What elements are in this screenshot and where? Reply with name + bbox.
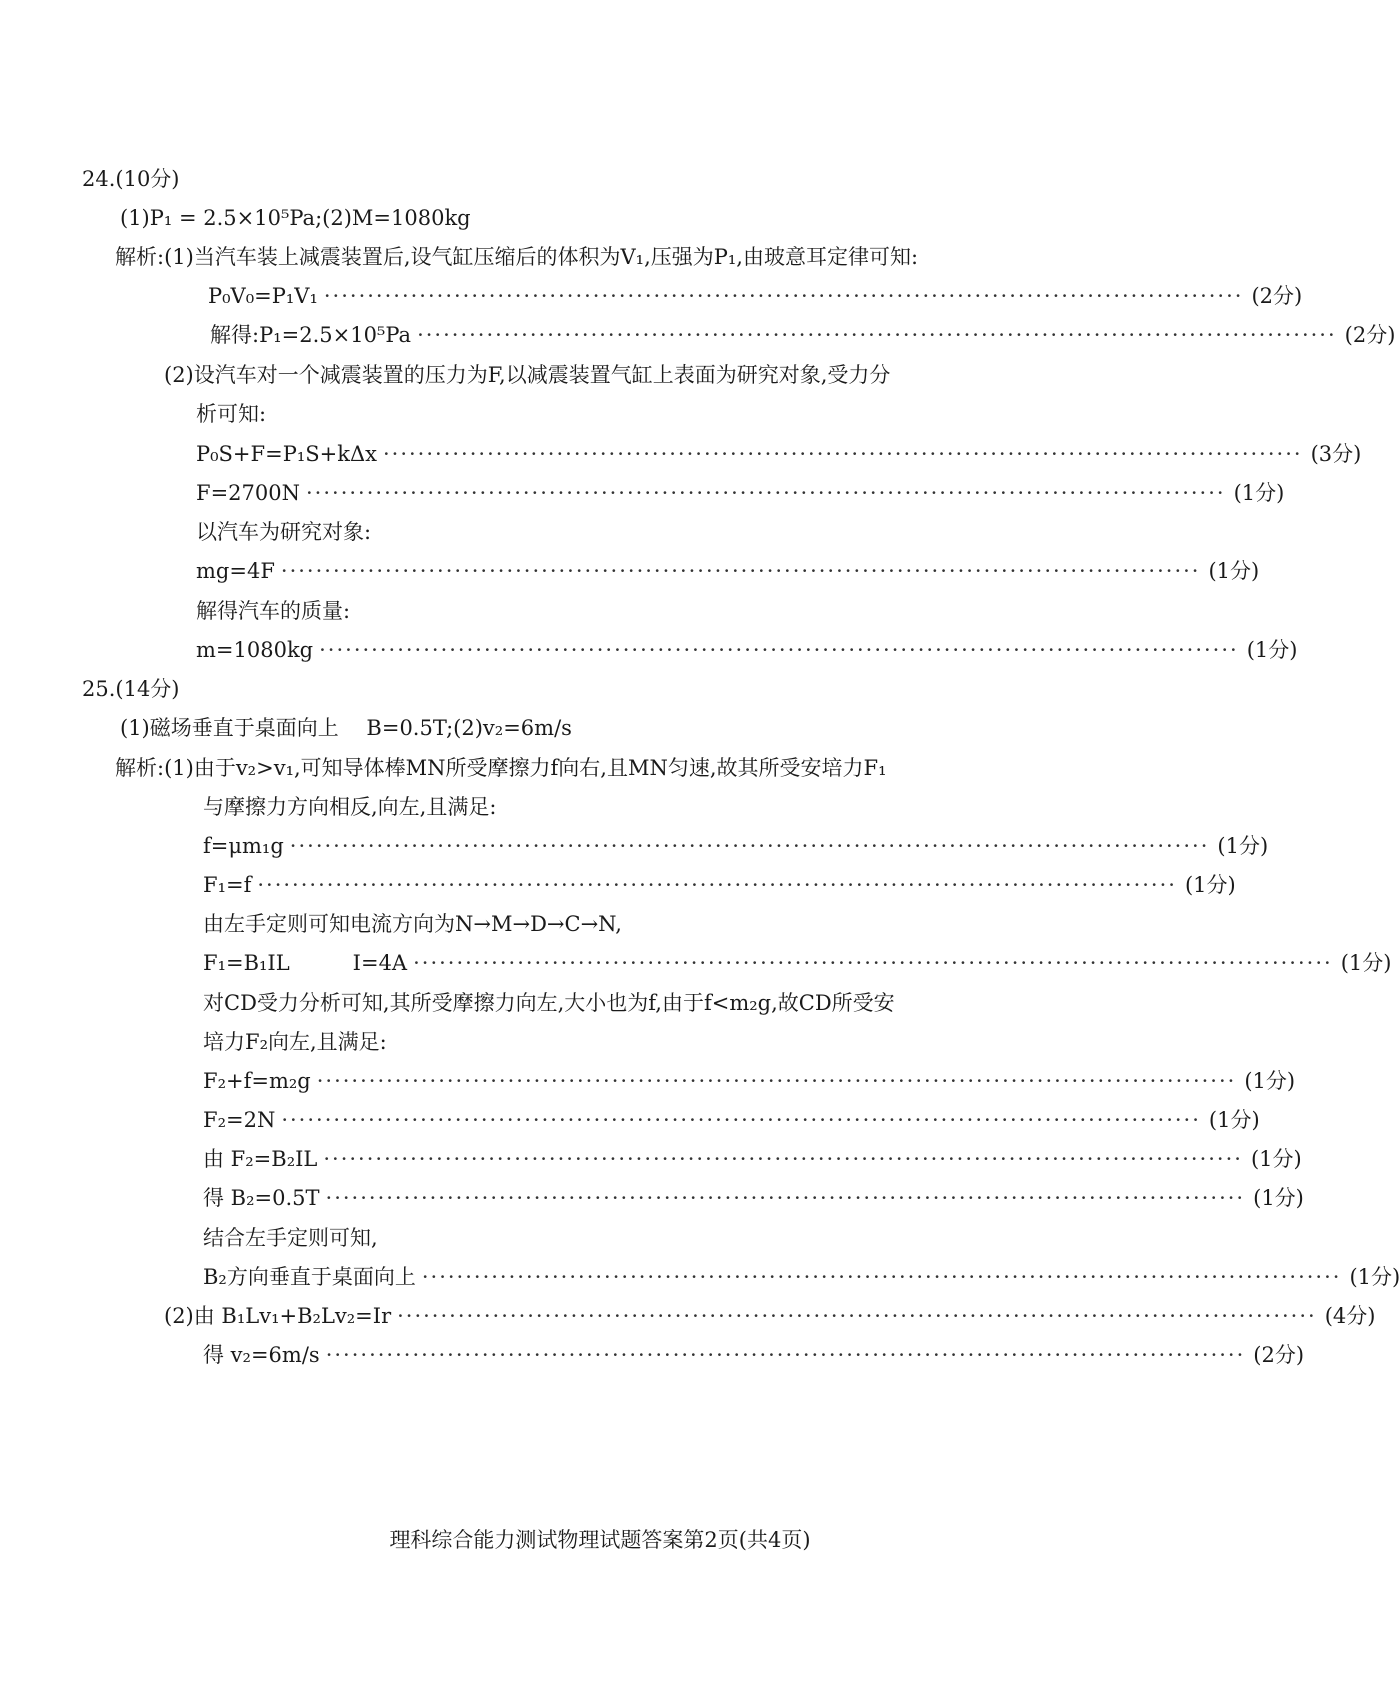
page-footer: 理科综合能力测试物理试题答案第2页(共4页): [389, 1528, 811, 1552]
leader-dots: ··········································································································: [325, 1343, 1246, 1367]
q25-answer: (1)磁场垂直于桌面向上 B=0.5T;(2)v₂=6m/s: [120, 716, 572, 740]
q25-step-current: [203, 948, 1392, 978]
leader-dots: ··········································································································: [306, 481, 1226, 505]
leader-dots: ··········································································································: [325, 1186, 1246, 1210]
q25-text-cd1: 对CD受力分析可知,其所受摩擦力向左,大小也为f,由于f<m₂g,故CD所受安: [203, 991, 895, 1015]
q25-step-b2: [203, 1183, 1304, 1213]
q24-step-p1: [210, 320, 1396, 350]
q25-text-current: 由左手定则可知电流方向为N→M→D→C→N,: [203, 912, 622, 936]
leader-dots: ··········································································································: [323, 1147, 1243, 1171]
equation: 得 B₂=0.5T: [203, 1186, 320, 1210]
points: (1分): [1253, 1186, 1304, 1210]
points: (1分): [1340, 951, 1392, 975]
points: (4分): [1324, 1304, 1376, 1328]
points: (1分): [1208, 1108, 1260, 1132]
leader-dots: ··········································································································: [319, 638, 1239, 662]
q24-step-force-balance: [196, 439, 1362, 469]
q25-text-combine: 结合左手定则可知,: [203, 1226, 378, 1250]
q24-step-boyle: [208, 281, 1303, 311]
q24-analysis-intro: 解析:(1)当汽车装上减震装置后,设气缸压缩后的体积为V₁,压强为P₁,由玻意耳定律可知:: [115, 245, 919, 269]
q24-part2-line1: (2)设汽车对一个减震装置的压力为F,以减震装置气缸上表面为研究对象,受力分: [164, 363, 891, 387]
equation: P₀V₀=P₁V₁: [208, 284, 318, 308]
points: (1分): [1244, 1069, 1296, 1093]
points: (2分): [1251, 284, 1303, 308]
points: (1分): [1233, 481, 1285, 505]
leader-dots: ··········································································································: [316, 1069, 1237, 1093]
leader-dots: ··········································································································: [417, 323, 1337, 347]
q24-text-mass: 解得汽车的质量:: [196, 599, 351, 623]
points: (1分): [1217, 834, 1269, 858]
leader-dots: ··········································································································: [281, 1108, 1201, 1132]
equation: (2)由 B₁Lv₁+B₂Lv₂=Ir: [164, 1304, 392, 1328]
q25-header: 25.(14分): [82, 677, 180, 701]
leader-dots: ··········································································································: [397, 1304, 1317, 1328]
points: (1分): [1208, 559, 1260, 583]
q25-analysis-line2: 与摩擦力方向相反,向左,且满足:: [203, 795, 497, 819]
q25-step-f2: [203, 1105, 1260, 1135]
q25-step-f1: [203, 870, 1236, 900]
q24-step-mg: [196, 556, 1260, 586]
equation: 解得:P₁=2.5×10⁵Pa: [210, 323, 412, 347]
equation: mg=4F: [196, 559, 275, 583]
q24-text-car: 以汽车为研究对象:: [196, 520, 372, 544]
points: (1分): [1184, 873, 1236, 897]
q25-step-friction: [203, 831, 1269, 861]
equation: F₁=f: [203, 873, 252, 897]
points: (1分): [1349, 1265, 1400, 1289]
leader-dots: ··········································································································: [323, 284, 1244, 308]
q24-step-m: [196, 635, 1298, 665]
equation: P₀S+F=P₁S+kΔx: [196, 442, 377, 466]
leader-dots: ··········································································································: [289, 834, 1210, 858]
q24-step-f: [196, 478, 1285, 508]
equation: F=2700N: [196, 481, 300, 505]
equation: F₂+f=m₂g: [203, 1069, 311, 1093]
leader-dots: ··········································································································: [257, 873, 1177, 897]
q25-step-emf: [164, 1301, 1376, 1331]
q25-text-cd2: 培力F₂向左,且满足:: [203, 1030, 387, 1054]
points: (1分): [1250, 1147, 1302, 1171]
q25-analysis-line1: 解析:(1)由于v₂>v₁,可知导体棒MN所受摩擦力f向右,且MN匀速,故其所受安培力F₁: [115, 756, 887, 780]
equation: f=μm₁g: [203, 834, 284, 858]
q25-step-b2il: [203, 1144, 1302, 1174]
equation: m=1080kg: [196, 638, 314, 662]
leader-dots: ··········································································································: [413, 951, 1333, 975]
q25-step-v2: [203, 1340, 1305, 1370]
q24-header: 24.(10分): [82, 167, 180, 191]
points: (1分): [1246, 638, 1298, 662]
leader-dots: ··········································································································: [421, 1265, 1342, 1289]
equation: F₂=2N: [203, 1108, 276, 1132]
q24-answer: (1)P₁ = 2.5×10⁵Pa;(2)M=1080kg: [120, 206, 471, 230]
q25-step-cd-balance: [203, 1066, 1296, 1096]
equation: 由 F₂=B₂IL: [203, 1147, 318, 1171]
q24-part2-line2: 析可知:: [196, 402, 267, 426]
q25-step-direction: [203, 1262, 1400, 1292]
leader-dots: ··········································································································: [280, 559, 1201, 583]
equation: 得 v₂=6m/s: [203, 1343, 320, 1367]
points: (2分): [1253, 1343, 1305, 1367]
equation: F₁=B₁IL I=4A: [203, 951, 408, 975]
equation: B₂方向垂直于桌面向上: [203, 1265, 416, 1289]
leader-dots: ··········································································································: [382, 442, 1303, 466]
points: (3分): [1310, 442, 1362, 466]
points: (2分): [1344, 323, 1396, 347]
